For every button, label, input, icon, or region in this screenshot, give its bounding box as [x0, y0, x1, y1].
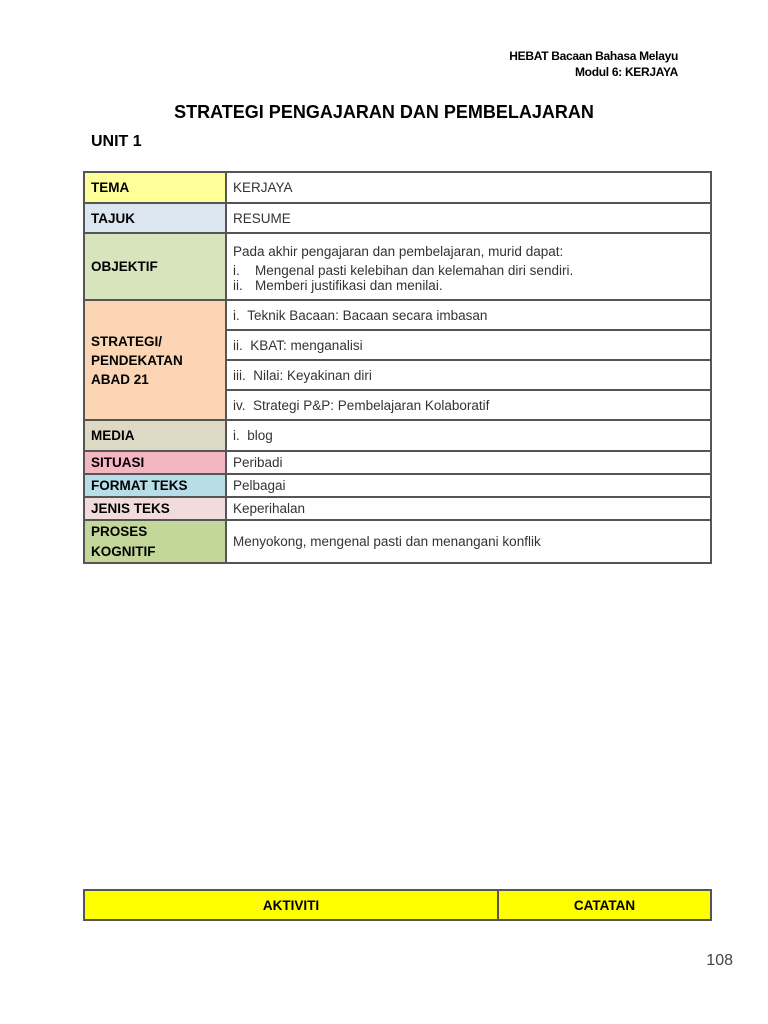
activity-table — [83, 889, 712, 921]
label-strategi — [84, 300, 226, 420]
header-line-1: HEBAT Bacaan Bahasa Melayu — [509, 49, 678, 63]
objektif-item — [233, 278, 704, 293]
objektif-intro: Pada akhir pengajaran dan pembelajaran, murid dapat: — [233, 243, 564, 259]
value-jenis-teks: Keperihalan — [226, 497, 711, 520]
strategi-item — [226, 330, 711, 360]
strategi-item-text: Nilai: Keyakinan diri — [253, 367, 372, 383]
proses-kognitif-label-text: PROSES KOGNITIF — [91, 523, 156, 559]
strategi-item — [226, 300, 711, 330]
media-num: i. — [233, 428, 240, 443]
label-format-teks: FORMAT TEKS — [84, 474, 226, 497]
value-situasi: Peribadi — [226, 451, 711, 474]
objektif-item — [233, 263, 704, 278]
value-media — [226, 420, 711, 451]
objektif-item-text: Mengenal pasti kelebihan dan kelemahan diri sendiri. — [255, 262, 574, 278]
strategi-item — [226, 390, 711, 420]
label-objektif: OBJEKTIF — [84, 233, 226, 300]
strategi-item — [226, 360, 711, 390]
strategi-item-num: ii. — [233, 337, 243, 353]
activity-header-catatan: CATATAN — [498, 890, 711, 920]
page-number: 108 — [706, 952, 733, 969]
row-tajuk — [84, 203, 711, 233]
row-tema — [84, 172, 711, 203]
label-jenis-teks: JENIS TEKS — [84, 497, 226, 520]
objektif-item-num: ii. — [233, 277, 243, 293]
document-header — [509, 48, 678, 80]
label-proses-kognitif — [84, 520, 226, 563]
label-media: MEDIA — [84, 420, 226, 451]
value-tema: KERJAYA — [226, 172, 711, 203]
row-format-teks — [84, 474, 711, 497]
row-media — [84, 420, 711, 451]
activity-header-aktiviti: AKTIVITI — [84, 890, 498, 920]
value-format-teks: Pelbagai — [226, 474, 711, 497]
activity-header-row — [84, 890, 711, 920]
media-text: blog — [247, 428, 273, 443]
row-strategi — [84, 300, 711, 330]
value-proses-kognitif: Menyokong, mengenal pasti dan menangani konflik — [226, 520, 711, 563]
row-proses-kognitif — [84, 520, 711, 563]
strategi-item-text: KBAT: menganalisi — [250, 337, 363, 353]
strategi-label-text: STRATEGI/ PENDEKATAN ABAD 21 — [91, 333, 183, 387]
value-tajuk: RESUME — [226, 203, 711, 233]
page-title: STRATEGI PENGAJARAN DAN PEMBELAJARAN — [174, 102, 594, 122]
label-situasi: SITUASI — [84, 451, 226, 474]
row-situasi — [84, 451, 711, 474]
row-jenis-teks — [84, 497, 711, 520]
objektif-item-num: i. — [233, 262, 240, 278]
lesson-info-table — [83, 171, 712, 564]
value-objektif — [226, 233, 711, 300]
label-tajuk: TAJUK — [84, 203, 226, 233]
label-tema: TEMA — [84, 172, 226, 203]
strategi-item-num: iv. — [233, 397, 246, 413]
strategi-item-num: i. — [233, 307, 240, 323]
header-line-2: Modul 6: KERJAYA — [574, 65, 678, 79]
unit-label: UNIT 1 — [91, 133, 142, 150]
strategi-item-text: Strategi P&P: Pembelajaran Kolaboratif — [253, 397, 490, 413]
strategi-item-text: Teknik Bacaan: Bacaan secara imbasan — [247, 307, 488, 323]
objektif-item-text: Memberi justifikasi dan menilai. — [255, 277, 443, 293]
strategi-item-num: iii. — [233, 367, 246, 383]
row-objektif — [84, 233, 711, 300]
